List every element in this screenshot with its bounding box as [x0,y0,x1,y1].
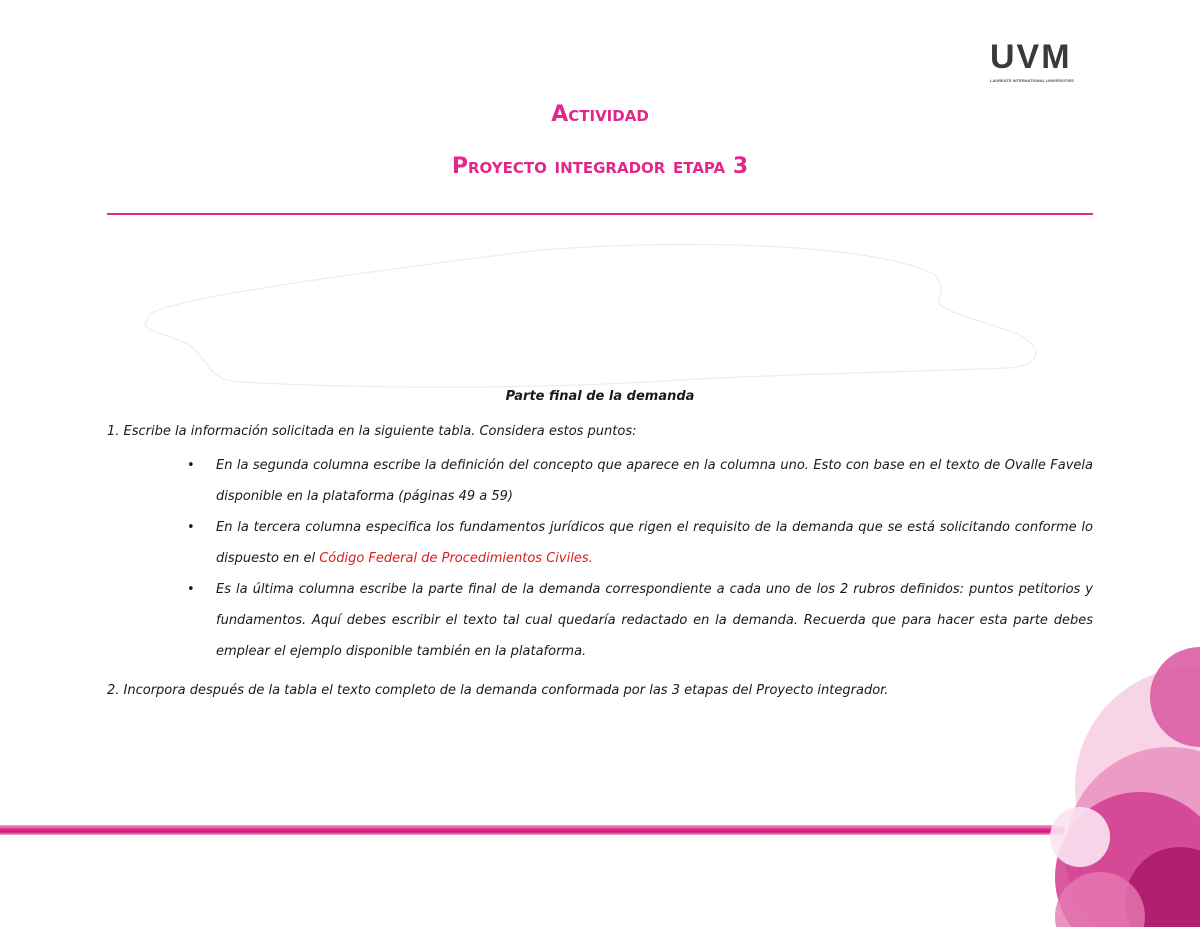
code-reference-link[interactable]: Código Federal de Procedimientos Civiles. [319,551,593,566]
uvm-logo [990,40,1090,83]
decorative-circles [1020,637,1200,927]
logo-text: UVM [990,38,1072,76]
footer-pink-band [0,825,1065,835]
section-title: Parte final de la demanda [505,389,695,404]
list-item [107,512,1093,574]
logo-tagline: LAUREATE INTERNATIONAL UNIVERSITIES [990,78,1074,83]
page-subtitle: Proyecto integrador etapa 3 [451,154,749,179]
page-title: Actividad [551,102,649,127]
instruction-intro: 1. Escribe la información solicitada en la siguiente tabla. Considera estos puntos: [107,424,637,439]
list-item [107,450,1093,512]
instruction-closing: 2. Incorpora después de la tabla el texto completo de la demanda conformada por las 3 etapas del Proyecto integrador. [107,683,889,698]
bullet-dot: • [187,458,195,473]
bullet-dot: • [187,582,195,597]
faded-cloud-shape [140,240,1050,390]
list-item [107,574,1093,667]
bullet-dot: • [187,520,195,535]
list-item-text: En la segunda columna escribe la definición del concepto que aparece en la columna uno. Esto con base en el texto de Ovalle Favela disponible en la plataforma (páginas 49 a 59) [216,458,1093,504]
instruction-list [107,450,1093,667]
list-item-text: En la tercera columna especifica los fundamentos jurídicos que rigen el requisito de la demanda que se está solicitando conforme lo dispuesto en el [216,520,1093,566]
list-item-text: Es la última columna escribe la parte final de la demanda correspondiente a cada uno de los 2 rubros definidos: puntos petitorios y fundamentos. Aquí debes escribir el texto tal cual quedaría redactado en la demanda. Recuerda que para hacer esta parte debes emplear el ejemplo disponible también en la plataforma. [216,582,1093,659]
title-divider [107,213,1093,215]
